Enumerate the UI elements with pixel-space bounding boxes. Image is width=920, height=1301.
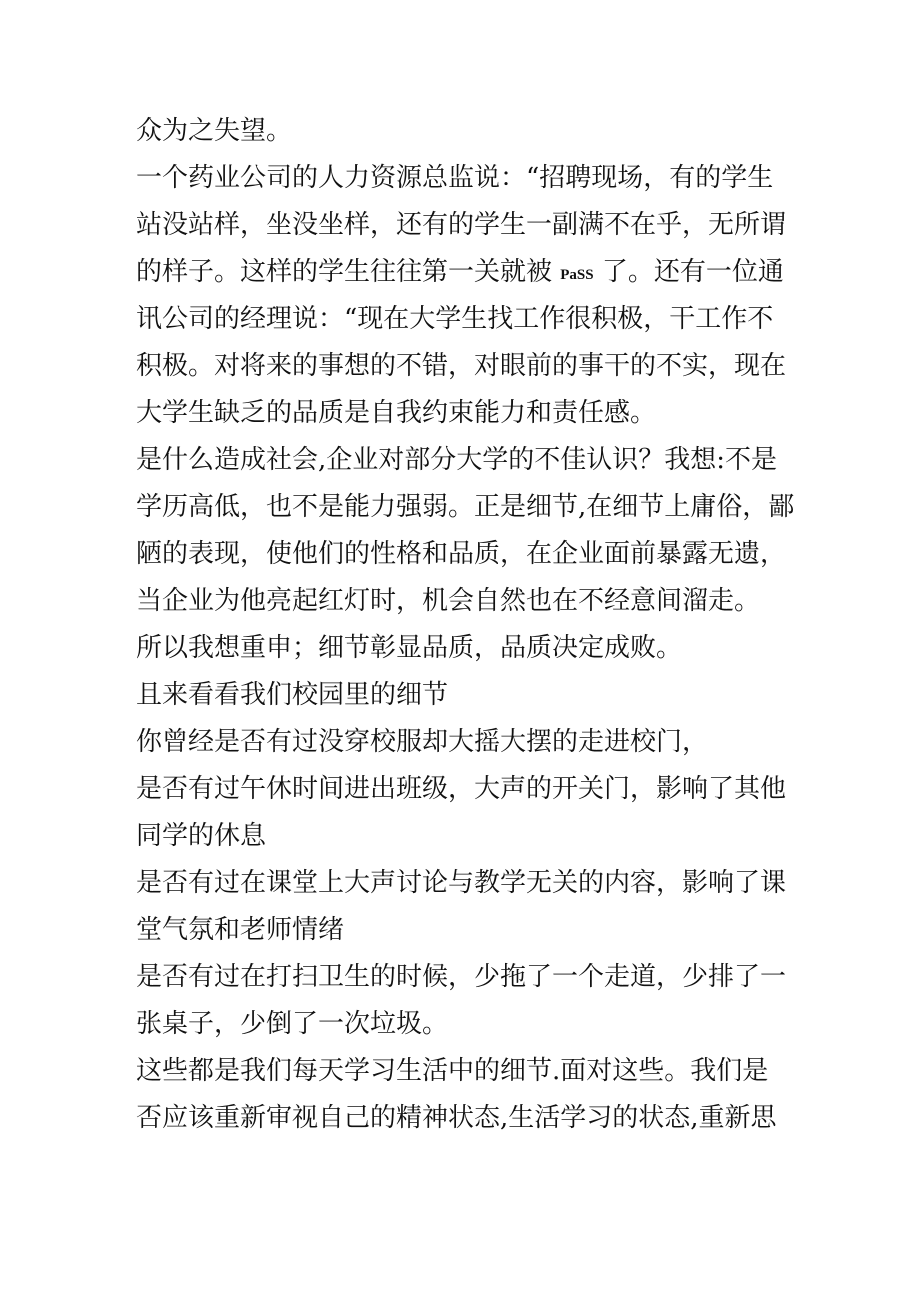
text-line: 张桌子，少倒了一次垃圾。 — [136, 1009, 449, 1039]
text-segment: 的样子。这样的学生往往第一关就被 — [136, 257, 561, 287]
paragraph — [136, 108, 796, 155]
text-line: 积极。对将来的事想的不错，对眼前的事干的不实，现在 — [136, 351, 787, 381]
text-line: 一个药业公司的人力资源总监说：“招聘现场，有的学生 — [136, 163, 774, 193]
text-line: 是否有过在打扫卫生的时候，少拖了一个走道，少排了一 — [136, 962, 787, 992]
pass-word: PaSS — [560, 267, 594, 283]
paragraph — [136, 625, 796, 672]
paragraph — [136, 672, 796, 719]
text-line — [136, 249, 796, 296]
text-line: 陋的表现，使他们的性格和品质，在企业面前暴露无遗， — [136, 539, 787, 569]
text-line: 堂气氛和老师情绪 — [136, 915, 345, 945]
document-body — [136, 108, 796, 1142]
text-line: 所以我想重申；细节彰显品质，品质决定成败。 — [136, 633, 683, 663]
text-line: 且来看看我们校园里的细节 — [136, 680, 449, 710]
text-line: 是否有过在课堂上大声讨论与教学无关的内容，影响了课 — [136, 868, 787, 898]
paragraph — [136, 155, 796, 437]
paragraph — [136, 437, 796, 625]
text-line: 众为之失望。 — [136, 116, 293, 146]
text-segment: 了。还有一位通 — [593, 257, 784, 287]
text-line: 是否有过午休时间进出班级，大声的开关门，影响了其他 — [136, 774, 787, 804]
text-line: 学历高低，也不是能力强弱。正是细节,在细节上庸俗，鄙 — [136, 492, 795, 522]
paragraph — [136, 719, 796, 766]
text-line: 是什么造成社会,企业对部分大学的不佳认识？我想:不是 — [136, 445, 778, 475]
text-line: 否应该重新审视自己的精神状态,生活学习的状态,重新思 — [136, 1103, 777, 1133]
paragraph — [136, 954, 796, 1048]
paragraph — [136, 1048, 796, 1142]
text-line: 大学生缺乏的品质是自我约束能力和责任感。 — [136, 398, 657, 428]
paragraph — [136, 860, 796, 954]
paragraph — [136, 766, 796, 860]
text-line: 站没站样，坐没坐样，还有的学生一副满不在乎，无所谓 — [136, 210, 787, 240]
text-line: 当企业为他亮起红灯时，机会自然也在不经意间溜走。 — [136, 586, 761, 616]
text-line: 同学的休息 — [136, 821, 267, 851]
text-line: 讯公司的经理说：“现在大学生找工作很积极，干工作不 — [136, 304, 774, 334]
text-line: 你曾经是否有过没穿校服却大摇大摆的走进校门， — [136, 727, 709, 757]
text-line: 这些都是我们每天学习生活中的细节.面对这些。我们是 — [136, 1056, 769, 1086]
